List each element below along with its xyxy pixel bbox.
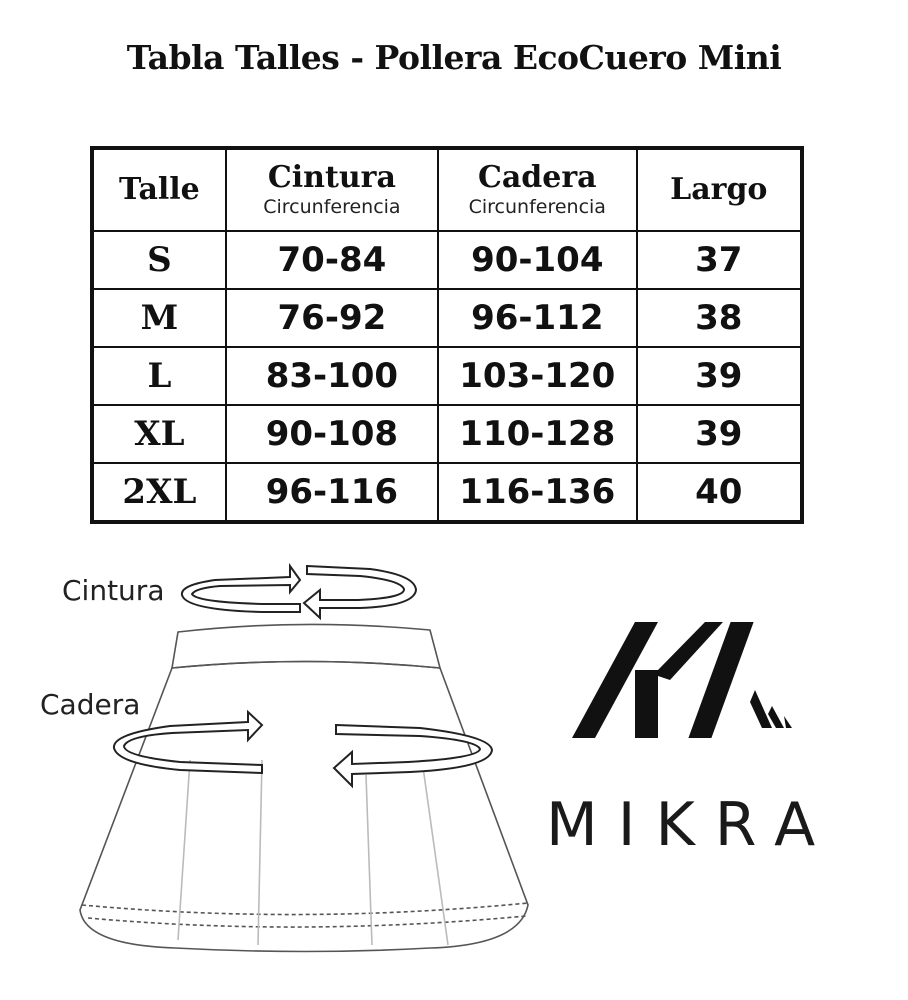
table-row: [92, 347, 802, 405]
header-main: Talle: [119, 172, 200, 207]
header-main: Cintura: [267, 160, 396, 195]
cell-talle: S: [92, 231, 226, 289]
cell-talle: L: [92, 347, 226, 405]
cell-cadera: 116-136: [438, 463, 637, 522]
cell-largo: 39: [637, 405, 802, 463]
brand-wordmark: MIKRA: [546, 790, 836, 860]
cell-cintura: 70-84: [226, 231, 438, 289]
header-cadera: [438, 148, 637, 231]
header-sub: Circunferencia: [263, 196, 401, 218]
cell-largo: 37: [637, 231, 802, 289]
cintura-measure-arrows: [182, 566, 416, 618]
cell-largo: 40: [637, 463, 802, 522]
cintura-label: Cintura: [62, 574, 165, 607]
table-row: [92, 289, 802, 347]
cell-cintura: 90-108: [226, 405, 438, 463]
cell-cadera: 90-104: [438, 231, 637, 289]
mikra-logo-icon: [540, 610, 820, 750]
cell-cadera: 96-112: [438, 289, 637, 347]
cell-largo: 38: [637, 289, 802, 347]
header-cintura: [226, 148, 438, 231]
cell-cintura: 76-92: [226, 289, 438, 347]
table-row: [92, 231, 802, 289]
cell-largo: 39: [637, 347, 802, 405]
cadera-label: Cadera: [40, 688, 141, 721]
table-header-row: [92, 148, 802, 231]
table-row: [92, 463, 802, 522]
cell-cintura: 83-100: [226, 347, 438, 405]
header-sub: Circunferencia: [468, 196, 606, 218]
size-table: [90, 146, 804, 524]
skirt-diagram: [0, 540, 540, 980]
cell-talle: M: [92, 289, 226, 347]
cell-cintura: 96-116: [226, 463, 438, 522]
page-title: Tabla Talles - Pollera EcoCuero Mini: [126, 38, 782, 77]
cell-cadera: 110-128: [438, 405, 637, 463]
header-talle: [92, 148, 226, 231]
header-largo: [637, 148, 802, 231]
skirt-illustration: [80, 624, 528, 951]
cadera-measure-arrows: [114, 712, 492, 786]
cell-cadera: 103-120: [438, 347, 637, 405]
header-main: Largo: [670, 172, 768, 207]
header-main: Cadera: [477, 160, 597, 195]
table-row: [92, 405, 802, 463]
cell-talle: XL: [92, 405, 226, 463]
cell-talle: 2XL: [92, 463, 226, 522]
